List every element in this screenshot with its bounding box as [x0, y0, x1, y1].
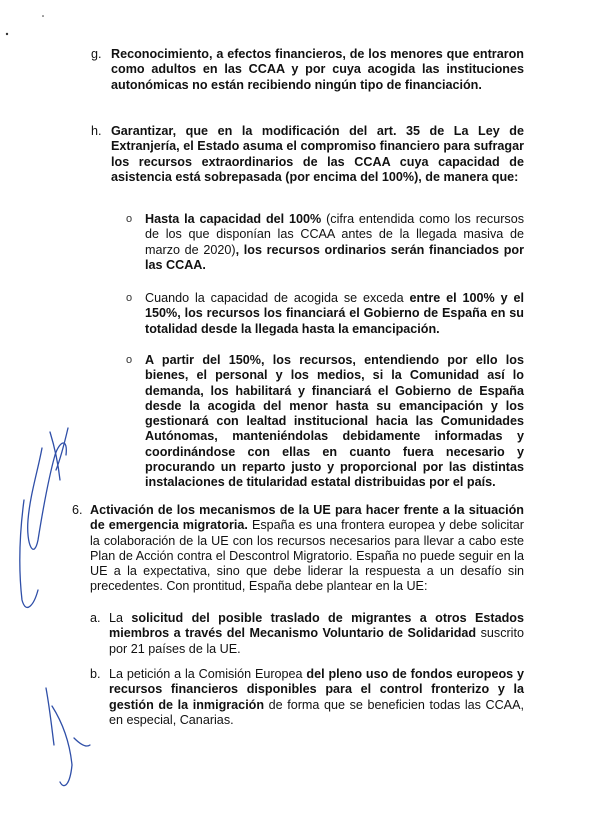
- item-b-text: [109, 667, 524, 728]
- item-b-bold: del pleno uso de fondos europeos y recursos financieros disponibles para el control fronterizo y la gestión de la inmigración: [109, 667, 524, 712]
- sub-bullet-2: o: [126, 292, 133, 304]
- item-marker-g: g.: [91, 47, 102, 61]
- sub-item-2: [145, 291, 524, 337]
- item-marker-b: b.: [90, 667, 101, 681]
- item-h-text: [111, 124, 524, 185]
- item-b-lead: La petición a la Comisión Europea: [109, 667, 307, 681]
- item-a-bold: solicitud del posible traslado de migrantes a otros Estados miembros a través del Mecanismo Voluntario de Solidaridad: [109, 611, 524, 641]
- sub-item-1: [145, 212, 524, 273]
- item-g-text: [111, 47, 524, 93]
- sub-item-1-bold-a: Hasta la capacidad del 100%: [145, 212, 322, 226]
- item-a-tail: suscrito por 21 países de la UE.: [109, 626, 524, 656]
- sub-bullet-1: o: [126, 213, 133, 225]
- sub-item-3-bold: A partir del 150%, los recursos, entendiendo por ello los bienes, el personal y los medios, si la Comunidad así lo demanda, los habilitará y financiará el Gobierno de España desde la acogida del menor hasta su emancipación y los gestionará con lealtad institucional hacia las Comunidades Autónomas, manteniéndolas debidamente informadas y coordinándose con ellas en cuanto fuera necesario y procurando un reparto justo y proporcional por las distintas instalaciones de titularidad estatal distribuidas por el país.: [145, 353, 524, 490]
- item-6-text: [90, 503, 524, 595]
- sub-item-2-text: Cuando la capacidad de acogida se exceda: [145, 291, 410, 305]
- item-marker-a: a.: [90, 611, 101, 625]
- sub-item-2-bold: entre el 100% y el 150%, los recursos los financiará el Gobierno de España en su totalidad desde la llegada hasta la emancipación.: [145, 291, 524, 336]
- sub-item-3: [145, 353, 524, 491]
- item-6-body: España es una frontera europea y debe solicitar la colaboración de la UE con los recursos necesarios para llevar a cabo este Plan de Acción contra el Descontrol Migratorio. España no puede seguir en la UE a la expectativa, sino que debe liderar la respuesta a un desafío sin precedentes. Con prontitud, España debe plantear en la UE:: [90, 518, 524, 594]
- item-marker-h: h.: [91, 124, 102, 138]
- item-g-bold: Reconocimiento, a efectos financieros, de los menores que entraron como adultos en las CCAA y por cuya acogida las instituciones autonómicas no están recibiendo ningún tipo de financiación.: [111, 47, 524, 92]
- sub-bullet-3: o: [126, 354, 133, 366]
- item-a-text: [109, 611, 524, 657]
- item-6-bold: Activación de los mecanismos de la UE para hacer frente a la situación de emergencia migratoria.: [90, 503, 524, 533]
- item-b-tail: de forma que se beneficien todas las CCAA, en especial, Canarias.: [109, 697, 524, 727]
- item-h-bold: Garantizar, que en la modificación del art. 35 de La Ley de Extranjería, el Estado asuma el compromiso financiero para sufragar los recursos extraordinarios de las CCAA cuya capacidad de asistencia está sobrepasada (por encima del 100%), de manera que:: [111, 124, 524, 184]
- item-marker-6: 6.: [72, 503, 83, 517]
- sub-item-1-bold-b: , los recursos ordinarios serán financiados por las CCAA.: [145, 242, 524, 272]
- item-a-lead: La: [109, 611, 132, 625]
- sub-item-1-text: (cifra entendida como los recursos de los que disponían las CCAA antes de la llegada masiva de marzo de 2020): [145, 212, 524, 257]
